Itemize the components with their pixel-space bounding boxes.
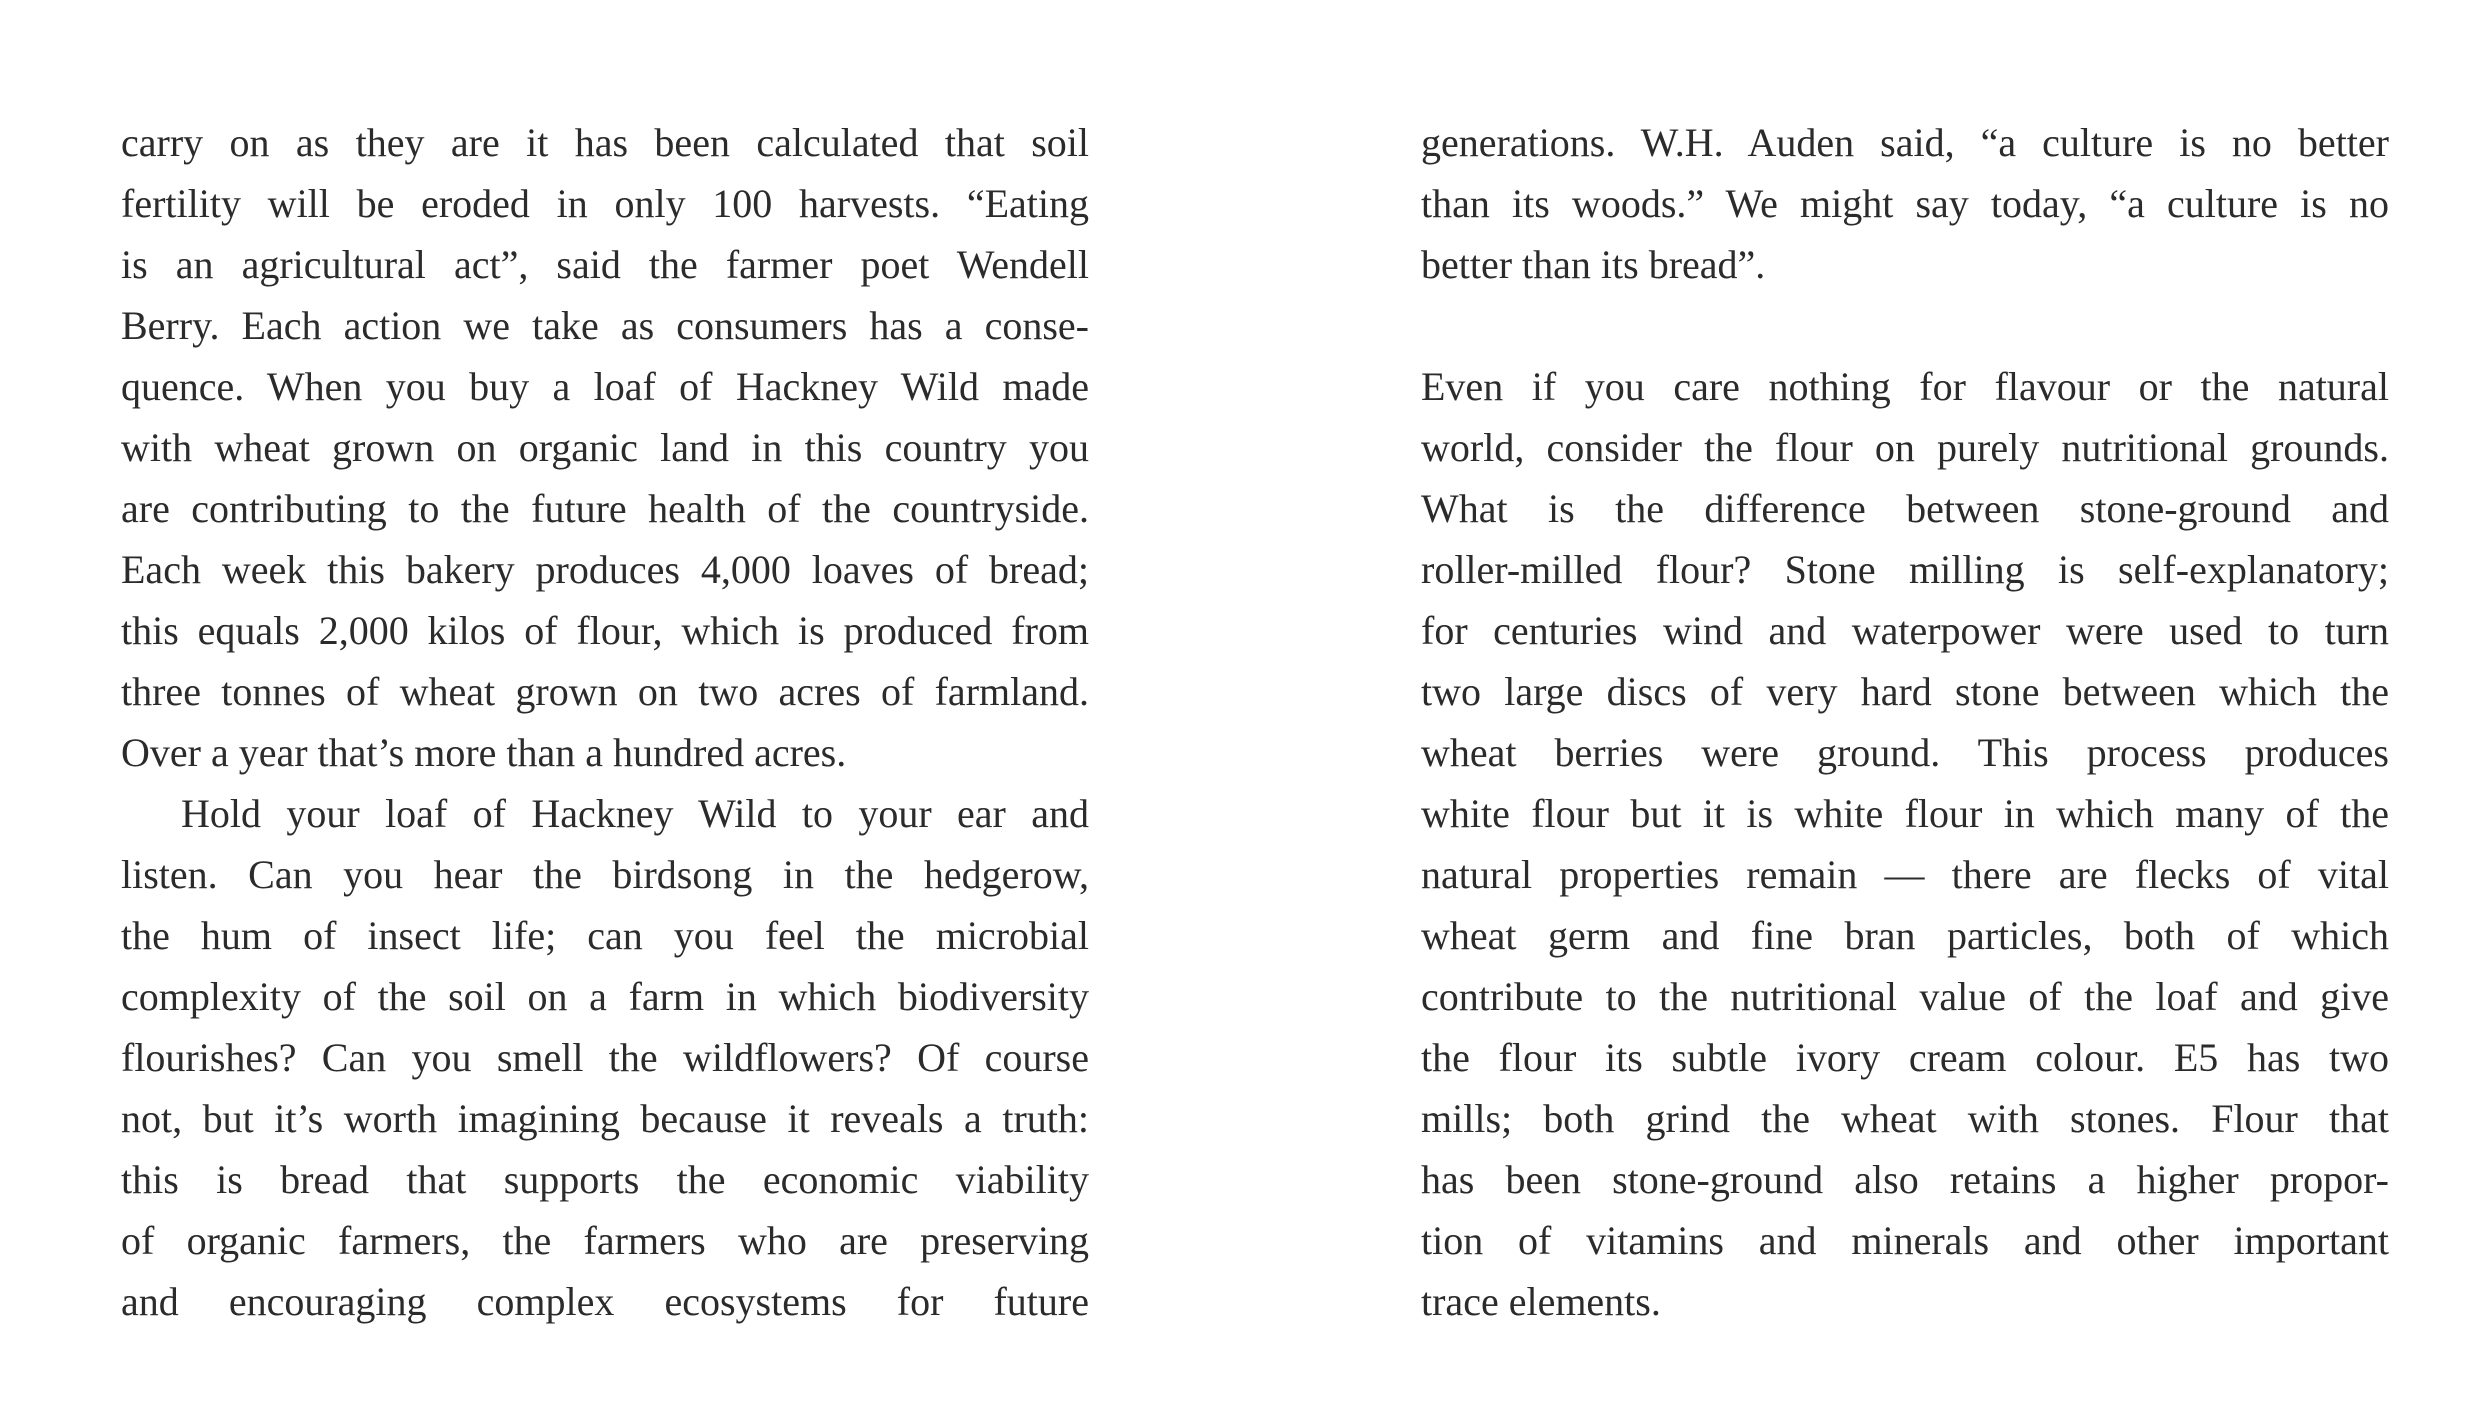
text-line: the hum of insect life; can you feel the microbial: [121, 913, 1089, 958]
text-line: contribute to the nutritional value of the loaf and give: [1421, 974, 2389, 1019]
text-line: this is bread that supports the economic viability: [121, 1157, 1089, 1202]
text-line: and encouraging complex ecosystems for future: [121, 1279, 1089, 1324]
text-line: tion of vitamins and minerals and other important: [1421, 1218, 2389, 1263]
text-line: Over a year that’s more than a hundred acres.: [121, 730, 847, 775]
text-line: Berry. Each action we take as consumers has a conse-: [121, 303, 1089, 348]
text-line: flourishes? Can you smell the wildflowers? Of course: [121, 1035, 1089, 1080]
text-line: this equals 2,000 kilos of flour, which is produced from: [121, 608, 1089, 653]
text-line: than its woods.” We might say today, “a culture is no: [1421, 181, 2389, 226]
right-page: [1421, 112, 2389, 1332]
text-line: Each week this bakery produces 4,000 loaves of bread;: [121, 547, 1089, 592]
text-line: white flour but it is white flour in which many of the: [1421, 791, 2389, 836]
text-line: of organic farmers, the farmers who are preserving: [121, 1218, 1089, 1263]
text-line: roller-milled flour? Stone milling is self-explanatory;: [1421, 547, 2389, 592]
text-line: mills; both grind the wheat with stones. Flour that: [1421, 1096, 2389, 1141]
text-line: better than its bread”.: [1421, 242, 1766, 287]
text-line: wheat germ and fine bran particles, both of which: [1421, 913, 2389, 958]
text-line: natural properties remain — there are flecks of vital: [1421, 852, 2389, 897]
text-line: world, consider the flour on purely nutritional grounds.: [1421, 425, 2389, 470]
text-line: Hold your loaf of Hackney Wild to your ear and: [181, 791, 1089, 836]
right-paragraph-2: [1421, 356, 2389, 1332]
text-line: trace elements.: [1421, 1279, 1661, 1324]
text-line: are contributing to the future health of the countryside.: [121, 486, 1089, 531]
text-line: the flour its subtle ivory cream colour. E5 has two: [1421, 1035, 2389, 1080]
text-line: two large discs of very hard stone between which the: [1421, 669, 2389, 714]
left-paragraph-1: [121, 112, 1089, 783]
text-line: carry on as they are it has been calculated that soil: [121, 120, 1089, 165]
text-line: three tonnes of wheat grown on two acres of farmland.: [121, 669, 1089, 714]
text-line: fertility will be eroded in only 100 harvests. “Eating: [121, 181, 1089, 226]
text-line: complexity of the soil on a farm in which biodiversity: [121, 974, 1089, 1019]
right-paragraph-1: [1421, 112, 2389, 295]
text-line: not, but it’s worth imagining because it reveals a truth:: [121, 1096, 1089, 1141]
paragraph-gap: [1421, 295, 2389, 356]
text-line: wheat berries were ground. This process produces: [1421, 730, 2389, 775]
left-paragraph-2: [121, 783, 1089, 1332]
text-line: Even if you care nothing for flavour or the natural: [1421, 364, 2389, 409]
left-page: [121, 112, 1089, 1332]
text-line: quence. When you buy a loaf of Hackney Wild made: [121, 364, 1089, 409]
text-line: is an agricultural act”, said the farmer poet Wendell: [121, 242, 1089, 287]
text-line: has been stone-ground also retains a higher propor-: [1421, 1157, 2389, 1202]
text-line: What is the difference between stone-ground and: [1421, 486, 2389, 531]
text-line: listen. Can you hear the birdsong in the hedgerow,: [121, 852, 1089, 897]
text-line: generations. W.H. Auden said, “a culture is no better: [1421, 120, 2389, 165]
text-line: with wheat grown on organic land in this country you: [121, 425, 1089, 470]
text-line: for centuries wind and waterpower were used to turn: [1421, 608, 2389, 653]
